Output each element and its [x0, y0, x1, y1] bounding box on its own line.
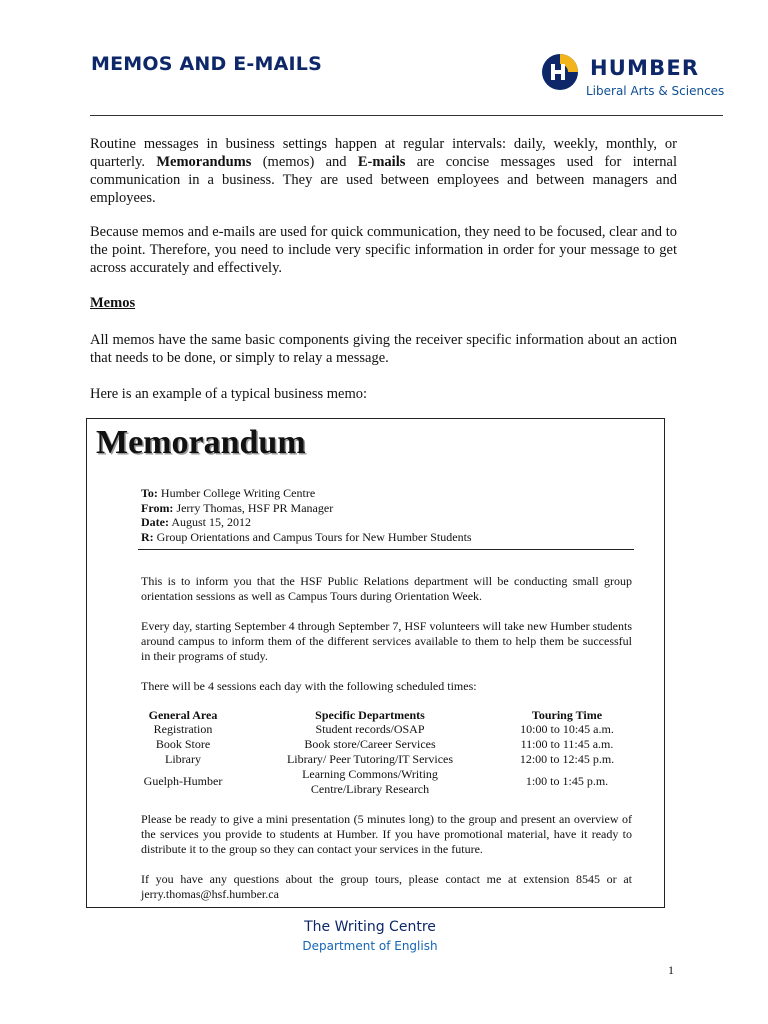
table-cell: Guelph-Humber: [143, 774, 223, 788]
memo-re-line: R: Group Orientations and Campus Tours for New Humber Students: [141, 529, 472, 544]
footer-subtitle: Department of English: [302, 939, 438, 953]
table-cell: 12:00 to 12:45 p.m.: [519, 752, 615, 766]
memo-paragraph-5: If you have any questions about the group tours, please contact me at extension 8545 or at jerry.thomas@hsf.humber.ca: [141, 872, 632, 901]
table-cell: Book store/Career Services: [304, 737, 436, 751]
logo-wordmark: HUMBER: [590, 56, 700, 80]
memo-divider: [138, 549, 634, 550]
table-cell: 11:00 to 11:45 a.m.: [520, 737, 614, 751]
table-cell: 1:00 to 1:45 p.m.: [525, 774, 609, 788]
table-cell: Book Store: [155, 737, 211, 751]
table-cell: Library: [165, 752, 201, 766]
section-heading-memos: Memos: [90, 295, 136, 311]
memo-paragraph-4: Please be ready to give a mini presentation (5 minutes long) to the group and present an overview of the services you provide to students at Humber. If you have promotional material, have it ready to distribute it to the group so they can contact your services in the future.: [141, 812, 632, 856]
intro-paragraph-4: Here is an example of a typical business memo:: [90, 386, 368, 402]
intro-paragraph-3: All memos have the same basic components giving the receiver specific information about an action that needs to be done, or simply to relay a message.: [90, 332, 677, 366]
table-header-departments: Specific Departments: [315, 708, 425, 722]
memo-paragraph-2: Every day, starting September 4 through September 7, HSF volunteers will take new Humber students around campus to inform them of the different services available to them to help them be successful in their programs of study.: [141, 619, 632, 663]
memo-to-line: To: Humber College Writing Centre: [141, 486, 316, 500]
memo-from-line: From: Jerry Thomas, HSF PR Manager: [141, 500, 334, 515]
intro-paragraph-2: Because memos and e-mails are used for quick communication, they need to be focused, clear and to the point. Therefore, you need to include very specific information in order for your message to get across accurately and effectively.: [90, 224, 677, 276]
table-header-area: General Area: [148, 708, 218, 722]
logo-subtitle: Liberal Arts & Sciences: [586, 84, 725, 98]
memo-header-fields: [141, 486, 472, 544]
table-cell: Learning Commons/Writing Centre/Library Research: [302, 767, 438, 796]
memo-date-line: Date: August 15, 2012: [141, 515, 251, 529]
table-cell: Registration: [153, 722, 213, 736]
table-header-time: Touring Time: [531, 708, 603, 722]
humber-logo-icon: [540, 52, 580, 92]
table-cell: Student records/OSAP: [315, 722, 425, 736]
memo-paragraph-1: This is to inform you that the HSF Public Relations department will be conducting small group orientation sessions as well as Campus Tours during Orientation Week.: [141, 574, 632, 603]
intro-paragraph-1: Routine messages in business settings happen at regular intervals: daily, weekly, monthly, or quarterly. Memorandums (memos) and E-mails are concise messages used for internal communication in a business. They are used between employees and between managers and employees.: [90, 136, 677, 206]
document-title: MEMOS AND E-MAILS: [91, 53, 322, 75]
footer-title: The Writing Centre: [304, 919, 436, 935]
table-cell: Library/ Peer Tutoring/IT Services: [286, 752, 454, 766]
memo-title: Memorandum: [96, 424, 306, 461]
header-divider: [90, 115, 723, 116]
memo-paragraph-3: There will be 4 sessions each day with the following scheduled times:: [141, 679, 477, 693]
page-number: 1: [668, 963, 674, 977]
table-cell: 10:00 to 10:45 a.m.: [520, 722, 614, 736]
